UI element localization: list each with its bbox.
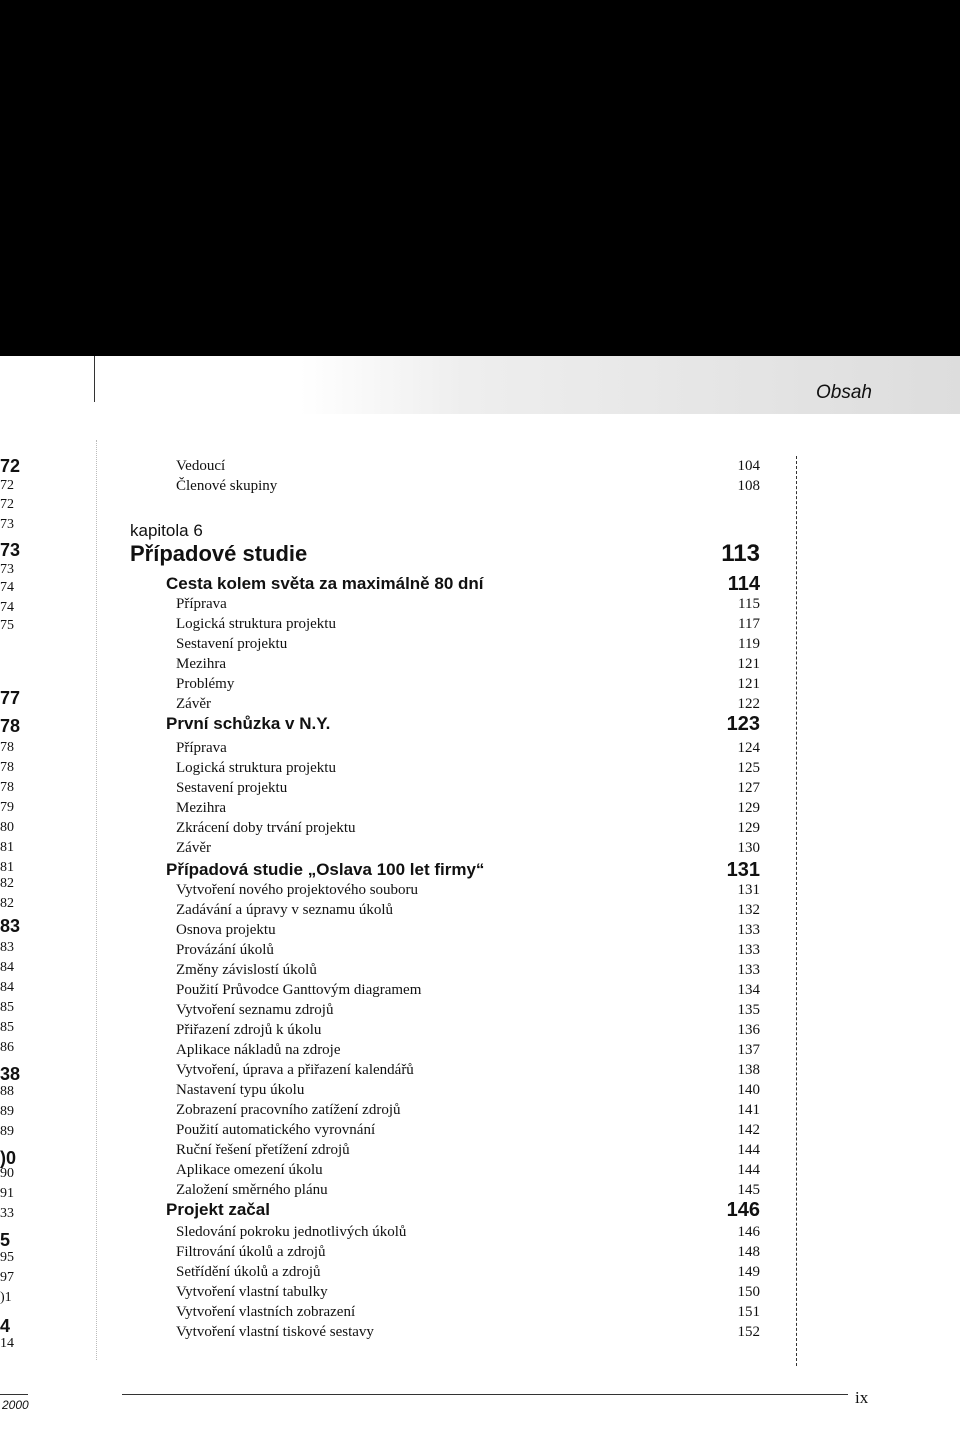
toc-page-number: 140 <box>737 1082 760 1098</box>
margin-number: 82 <box>0 876 14 891</box>
margin-number: 72 <box>0 497 14 512</box>
toc-title: Osnova projektu <box>176 922 276 938</box>
margin-number: 78 <box>0 760 14 775</box>
margin-number: 5 <box>0 1230 11 1250</box>
toc-page-number: 133 <box>737 922 760 938</box>
toc-page-number: 142 <box>737 1122 760 1138</box>
margin-number: 95 <box>0 1250 14 1265</box>
toc-page-number: 135 <box>737 1002 760 1018</box>
margin-number: 82 <box>0 896 14 911</box>
margin-number: 79 <box>0 800 14 815</box>
toc-page-number: 113 <box>721 540 760 567</box>
toc-title: Závěr <box>176 840 211 856</box>
toc-page-number: 121 <box>737 656 760 672</box>
margin-number: 4 <box>0 1316 11 1336</box>
toc-page-number: 114 <box>727 573 760 595</box>
toc-entry <box>0 1040 960 1062</box>
toc-title: Projekt začal <box>166 1200 270 1219</box>
crop-mark <box>94 356 95 402</box>
toc-title: Případová studie „Oslava 100 let firmy“ <box>166 860 485 879</box>
toc-page-number: 137 <box>737 1042 760 1058</box>
toc-title: Provázání úkolů <box>176 942 274 958</box>
toc-entry <box>0 674 960 696</box>
margin-number: 81 <box>0 840 14 855</box>
margin-number: 75 <box>0 618 14 633</box>
toc-page-number: 132 <box>737 902 760 918</box>
toc-title: Mezihra <box>176 800 226 816</box>
toc-title: Členové skupiny <box>176 478 278 494</box>
toc-entry <box>0 980 960 1002</box>
margin-number: 84 <box>0 960 14 975</box>
toc-entry <box>0 1222 960 1244</box>
margin-number: 91 <box>0 1186 14 1201</box>
toc-title: Aplikace nákladů na zdroje <box>176 1042 341 1058</box>
toc-title: Příprava <box>176 740 227 756</box>
toc-title: Založení směrného plánu <box>176 1182 328 1198</box>
margin-number: 84 <box>0 980 14 995</box>
toc-title: Změny závislostí úkolů <box>176 962 317 978</box>
margin-number: 83 <box>0 940 14 955</box>
toc-title: Vytvoření vlastní tabulky <box>176 1284 328 1300</box>
footer-rule <box>122 1394 848 1395</box>
toc-entry <box>0 920 960 942</box>
toc-title: Případové studie <box>130 541 308 566</box>
margin-number: 72 <box>0 478 14 493</box>
toc-title: Aplikace omezení úkolu <box>176 1162 323 1178</box>
margin-number: 77 <box>0 688 21 708</box>
scan-black-band <box>0 0 960 356</box>
toc-page-number: 141 <box>737 1102 760 1118</box>
toc-page-number: 131 <box>726 859 760 881</box>
toc-section <box>0 714 960 736</box>
toc-entry <box>0 456 960 478</box>
toc-title: Vytvoření seznamu zdrojů <box>176 1002 334 1018</box>
toc-page-number: 136 <box>737 1022 760 1038</box>
margin-number: 74 <box>0 580 14 595</box>
toc-title: Problémy <box>176 676 235 692</box>
toc-entry <box>0 476 960 498</box>
toc-page-number: 150 <box>737 1284 760 1300</box>
toc-page-number: 123 <box>726 713 760 735</box>
toc-entry <box>0 1080 960 1102</box>
toc-entry <box>0 798 960 820</box>
toc-entry <box>0 1180 960 1202</box>
toc-entry <box>0 1302 960 1324</box>
toc-title: Sledování pokroku jednotlivých úkolů <box>176 1224 407 1240</box>
toc-page-number: 146 <box>726 1199 760 1221</box>
toc-entry <box>0 1140 960 1162</box>
toc-entry <box>0 1100 960 1122</box>
margin-number: 85 <box>0 1000 14 1015</box>
toc-title: První schůzka v N.Y. <box>166 714 331 733</box>
toc-title: Filtrování úkolů a zdrojů <box>176 1244 326 1260</box>
margin-number: 86 <box>0 1040 14 1055</box>
toc-entry <box>0 1020 960 1042</box>
toc-page-number: 138 <box>737 1062 760 1078</box>
margin-number: 97 <box>0 1270 14 1285</box>
toc-page-number: 125 <box>737 760 760 776</box>
toc-entry <box>0 1000 960 1022</box>
toc-title: Ruční řešení přetížení zdrojů <box>176 1142 350 1158</box>
footer-year: 2000 <box>2 1398 29 1412</box>
toc-title: Setřídění úkolů a zdrojů <box>176 1264 321 1280</box>
margin-number: 83 <box>0 916 21 936</box>
toc-page-number: 108 <box>737 478 760 494</box>
toc-page-number: 131 <box>737 882 760 898</box>
toc-entry <box>0 778 960 800</box>
toc-page-number: 133 <box>737 962 760 978</box>
toc-title: Vedoucí <box>176 458 226 474</box>
toc-title: Sestavení projektu <box>176 636 288 652</box>
toc-page-number: 122 <box>737 696 760 712</box>
margin-number: 85 <box>0 1020 14 1035</box>
margin-number: 88 <box>0 1084 14 1099</box>
margin-number: 78 <box>0 780 14 795</box>
margin-number: 73 <box>0 562 14 577</box>
toc-page-number: 133 <box>737 942 760 958</box>
toc-entry <box>0 654 960 676</box>
margin-number: 89 <box>0 1124 14 1139</box>
margin-number: 73 <box>0 540 21 560</box>
toc-title: Přiřazení zdrojů k úkolu <box>176 1022 322 1038</box>
toc-entry <box>0 694 960 716</box>
toc-page-number: 129 <box>737 820 760 836</box>
margin-number: 33 <box>0 1206 14 1221</box>
toc-page-number: 151 <box>737 1304 760 1320</box>
toc-title: Zobrazení pracovního zatížení zdrojů <box>176 1102 401 1118</box>
toc-page-number: 115 <box>738 596 760 612</box>
toc-entry <box>0 1120 960 1142</box>
toc-entry <box>0 838 960 860</box>
page-number: ix <box>855 1388 869 1407</box>
toc-page-number: 117 <box>738 616 760 632</box>
margin-number: 78 <box>0 716 21 736</box>
toc-section <box>0 860 960 882</box>
margin-number: 90 <box>0 1166 14 1181</box>
toc-title: Zadávání a úpravy v seznamu úkolů <box>176 902 394 918</box>
margin-number: 89 <box>0 1104 14 1119</box>
margin-number: )1 <box>0 1290 12 1305</box>
footer-rule-left <box>0 1394 28 1395</box>
toc-section <box>0 574 960 596</box>
toc-page-number: 148 <box>737 1244 760 1260</box>
toc-page-number: 134 <box>737 982 760 998</box>
toc-entry <box>0 614 960 636</box>
margin-number: 72 <box>0 456 21 476</box>
toc-entry <box>0 594 960 616</box>
toc-page-number: 130 <box>737 840 760 856</box>
chapter-label: kapitola 6 <box>130 521 203 540</box>
toc-title: Příprava <box>176 596 227 612</box>
toc-page-number: 104 <box>737 458 760 474</box>
toc-title: Závěr <box>176 696 211 712</box>
toc-entry <box>0 1322 960 1344</box>
margin-number: )0 <box>0 1148 17 1168</box>
toc-page-number: 144 <box>737 1142 760 1158</box>
toc-entry <box>0 818 960 840</box>
toc-page-number: 124 <box>737 740 760 756</box>
toc-page-number: 129 <box>737 800 760 816</box>
toc-chapter <box>0 540 960 567</box>
toc-section <box>0 1200 960 1222</box>
toc-title: Použití Průvodce Ganttovým diagramem <box>176 982 422 998</box>
margin-number: 78 <box>0 740 14 755</box>
toc-title: Vytvoření nového projektového souboru <box>176 882 419 898</box>
toc-title: Logická struktura projektu <box>176 616 336 632</box>
toc-entry <box>0 1282 960 1304</box>
margin-number: 80 <box>0 820 14 835</box>
toc-title: Cesta kolem světa za maximálně 80 dní <box>166 574 484 593</box>
toc-page-number: 146 <box>737 1224 760 1240</box>
toc-title: Sestavení projektu <box>176 780 288 796</box>
margin-number: 73 <box>0 517 14 532</box>
toc-page-number: 145 <box>737 1182 760 1198</box>
toc-entry <box>0 1160 960 1182</box>
margin-number: 81 <box>0 860 14 875</box>
running-head: Obsah <box>816 382 872 403</box>
toc-entry <box>0 940 960 962</box>
toc-page-number: 149 <box>737 1264 760 1280</box>
toc-title: Vytvoření vlastní tiskové sestavy <box>176 1324 374 1340</box>
toc-title: Použití automatického vyrovnání <box>176 1122 376 1138</box>
toc-title: Vytvoření vlastních zobrazení <box>176 1304 356 1320</box>
toc-page-number: 152 <box>737 1324 760 1340</box>
toc-page-number: 121 <box>737 676 760 692</box>
toc-entry <box>0 1262 960 1284</box>
toc-entry <box>0 880 960 902</box>
toc-page-number: 119 <box>738 636 760 652</box>
toc-entry <box>0 738 960 760</box>
toc-entry <box>0 634 960 656</box>
margin-number: 38 <box>0 1064 21 1084</box>
toc-title: Nastavení typu úkolu <box>176 1082 305 1098</box>
toc-entry <box>0 900 960 922</box>
toc-entry <box>0 1242 960 1264</box>
toc-title: Mezihra <box>176 656 226 672</box>
toc-page-number: 127 <box>737 780 760 796</box>
toc-title: Logická struktura projektu <box>176 760 336 776</box>
toc-title: Vytvoření, úprava a přiřazení kalendářů <box>176 1062 414 1078</box>
toc-entry <box>0 1060 960 1082</box>
toc-title: Zkrácení doby trvání projektu <box>176 820 356 836</box>
toc-entry <box>0 960 960 982</box>
margin-number: 74 <box>0 600 14 615</box>
margin-number: 14 <box>0 1336 14 1351</box>
toc-page-number: 144 <box>737 1162 760 1178</box>
toc-entry <box>0 758 960 780</box>
